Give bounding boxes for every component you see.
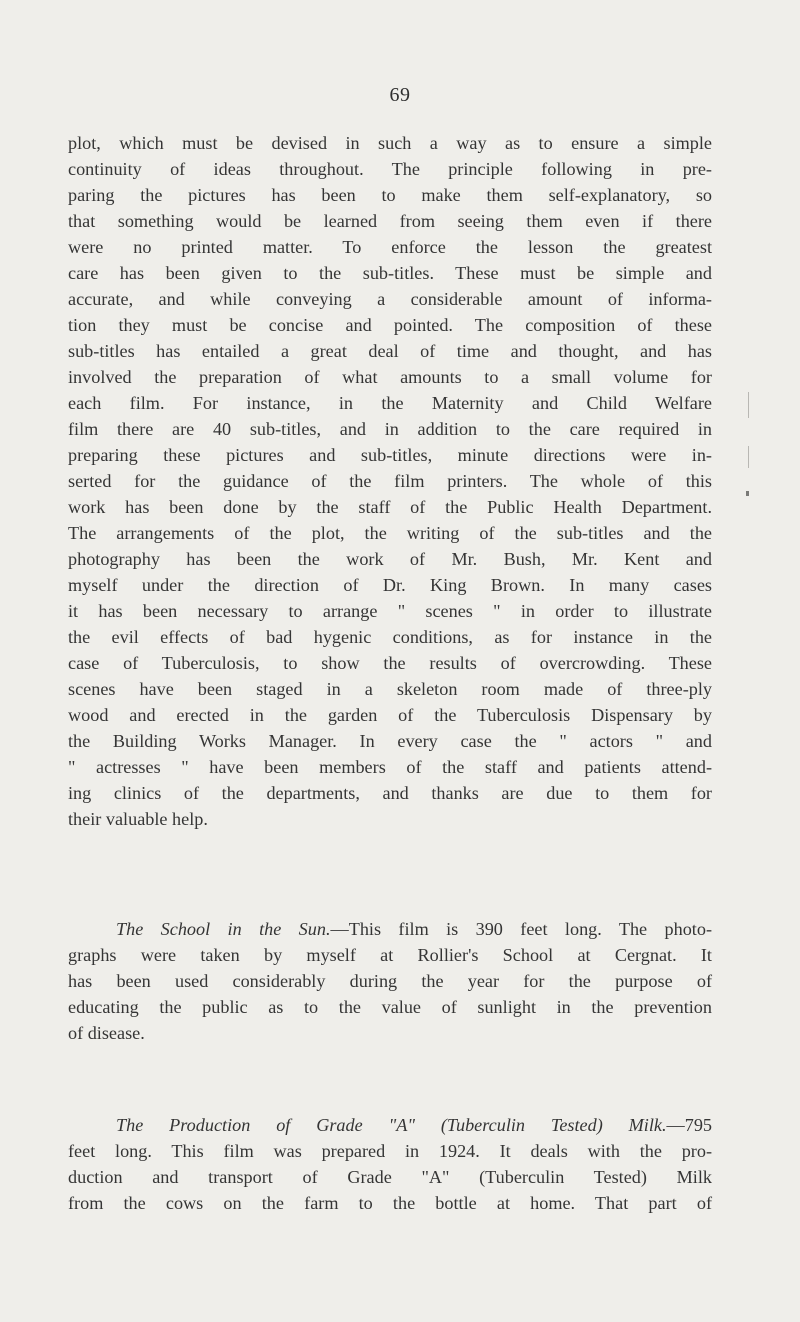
text-line: accurate, and while conveying a considerable amount of informa- — [68, 289, 712, 309]
text-line: case of Tuberculosis, to show the results of overcrowding. These — [68, 653, 712, 673]
text-line: their valuable help. — [68, 809, 208, 829]
text-line: tion they must be concise and pointed. The composition of these — [68, 315, 712, 335]
text-line: work has been done by the staff of the Public Health Department. — [68, 497, 712, 517]
text-line: photography has been the work of Mr. Bush, Mr. Kent and — [68, 549, 712, 569]
film-title: The School in the Sun. — [116, 919, 331, 939]
text-line: duction and transport of Grade "A" (Tuberculin Tested) Milk — [68, 1167, 712, 1187]
text-line: from the cows on the farm to the bottle at home. That part of — [68, 1193, 712, 1213]
text-line: were no printed matter. To enforce the lesson the greatest — [68, 237, 712, 257]
text-line: wood and erected in the garden of the Tuberculosis Dispensary by — [68, 705, 712, 725]
paragraph-film-subtitles — [68, 130, 712, 832]
text-line — [68, 916, 712, 942]
text-line: of disease. — [68, 1023, 145, 1043]
text-fragment: —This film is 390 feet long. The photo- — [330, 919, 713, 939]
text-line: it has been necessary to arrange " scenes " in order to illustrate — [68, 601, 712, 621]
margin-mark — [748, 392, 749, 418]
text-line: The arrangements of the plot, the writing of the sub-titles and the — [68, 523, 712, 543]
text-line: feet long. This film was prepared in 1924. It deals with the pro- — [68, 1141, 712, 1161]
text-line: sub-titles has entailed a great deal of time and thought, and has — [68, 341, 712, 361]
text-line — [68, 1112, 712, 1138]
text-line: preparing these pictures and sub-titles, minute directions were in- — [68, 445, 712, 465]
paragraph-grade-a-milk — [68, 1112, 712, 1216]
text-fragment: —795 — [666, 1115, 712, 1135]
text-line: the evil effects of bad hygenic conditions, as for instance in the — [68, 627, 712, 647]
text-line: serted for the guidance of the film printers. The whole of this — [68, 471, 712, 491]
text-line: continuity of ideas throughout. The principle following in pre- — [68, 159, 712, 179]
text-line: scenes have been staged in a skeleton room made of three-ply — [68, 679, 712, 699]
text-line: film there are 40 sub-titles, and in addition to the care required in — [68, 419, 712, 439]
text-line: paring the pictures has been to make them self-explanatory, so — [68, 185, 712, 205]
text-line: has been used considerably during the year for the purpose of — [68, 971, 712, 991]
text-line: that something would be learned from seeing them even if there — [68, 211, 712, 231]
text-line: myself under the direction of Dr. King Brown. In many cases — [68, 575, 712, 595]
text-line: the Building Works Manager. In every case the " actors " and — [68, 731, 712, 751]
text-line: " actresses " have been members of the staff and patients attend- — [68, 757, 712, 777]
text-line: each film. For instance, in the Maternity and Child Welfare — [68, 393, 712, 413]
text-line: educating the public as to the value of sunlight in the prevention — [68, 997, 712, 1017]
margin-dot — [746, 491, 749, 496]
text-line: care has been given to the sub-titles. These must be simple and — [68, 263, 712, 283]
page-number: 69 — [389, 84, 411, 106]
text-line: plot, which must be devised in such a way as to ensure a simple — [68, 133, 712, 153]
text-line: involved the preparation of what amounts to a small volume for — [68, 367, 712, 387]
margin-mark — [748, 446, 749, 468]
text-line: ing clinics of the departments, and thanks are due to them for — [68, 783, 712, 803]
text-line: graphs were taken by myself at Rollier's School at Cergnat. It — [68, 945, 712, 965]
paragraph-school-in-the-sun — [68, 916, 712, 1046]
film-title: The Production of Grade "A" (Tuberculin Tested) Milk. — [116, 1115, 667, 1135]
